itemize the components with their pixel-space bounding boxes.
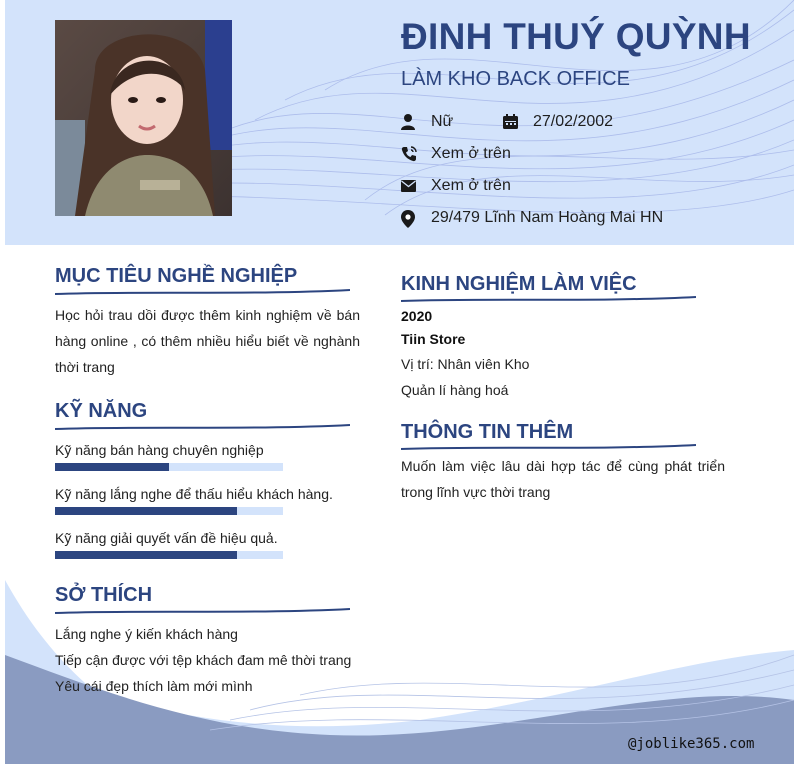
objective-underline <box>55 289 350 297</box>
objective-text: Học hỏi trau dồi được thêm kinh nghiệm về bán hàng online , có thêm nhiều hiểu biết về nghành thời trang <box>55 307 360 375</box>
skill-label: Kỹ năng lắng nghe để thấu hiểu khách hàng. <box>55 486 333 502</box>
hobbies-underline <box>55 608 350 616</box>
watermark: @joblike365.com <box>628 736 755 752</box>
experience-year: 2020 <box>401 308 433 324</box>
info-email <box>401 177 511 195</box>
address-value: 29/479 Lĩnh Nam Hoàng Mai HN <box>431 209 664 226</box>
skill-label: Kỹ năng giải quyết vấn đề hiệu quả. <box>55 530 278 546</box>
info-phone <box>401 145 511 163</box>
skill-bar <box>55 507 283 515</box>
experience-duty: Quản lí hàng hoá <box>401 382 509 398</box>
experience-company: Tiin Store <box>401 331 466 347</box>
skill-bar <box>55 551 283 559</box>
birthday-value: 27/02/2002 <box>533 113 614 130</box>
skill-bar-fill <box>55 507 237 515</box>
extra-info-underline <box>401 444 696 452</box>
info-birthday <box>503 113 613 131</box>
map-pin-icon <box>401 210 417 226</box>
user-icon <box>401 114 417 130</box>
candidate-position: LÀM KHO BACK OFFICE <box>401 68 630 90</box>
gender-value: Nữ <box>431 113 454 130</box>
experience-role: Vị trí: Nhân viên Kho <box>401 356 530 372</box>
extra-info-text: Muốn làm việc lâu dài hợp tác để cùng phát triển trong lĩnh vực thời trang <box>401 458 725 500</box>
objective-title: MỤC TIÊU NGHỀ NGHIỆP <box>55 265 298 287</box>
skill-bar <box>55 463 283 471</box>
skills-title: KỸ NĂNG <box>55 400 148 422</box>
calendar-icon <box>503 114 519 130</box>
envelope-icon <box>401 178 417 194</box>
candidate-name: ĐINH THUÝ QUỲNH <box>401 16 751 57</box>
hobbies-title: SỞ THÍCH <box>55 584 153 606</box>
skill-label: Kỹ năng bán hàng chuyên nghiệp <box>55 442 264 458</box>
info-gender <box>401 113 453 131</box>
phone-icon <box>401 146 417 162</box>
phone-value: Xem ở trên <box>431 145 511 162</box>
hobby-item: Lắng nghe ý kiến khách hàng <box>55 626 238 642</box>
profile-photo <box>55 20 232 216</box>
extra-info-title: THÔNG TIN THÊM <box>401 421 574 443</box>
experience-title: KINH NGHIỆM LÀM VIỆC <box>401 273 637 295</box>
hobby-item: Tiếp cận được với tệp khách đam mê thời trang <box>55 652 352 668</box>
email-value: Xem ở trên <box>431 177 511 194</box>
skills-underline <box>55 424 350 432</box>
skill-bar-fill <box>55 463 169 471</box>
hobby-item: Yêu cái đẹp thích làm mới mình <box>55 678 253 694</box>
skill-bar-fill <box>55 551 237 559</box>
info-address <box>401 209 663 227</box>
experience-underline <box>401 296 696 304</box>
